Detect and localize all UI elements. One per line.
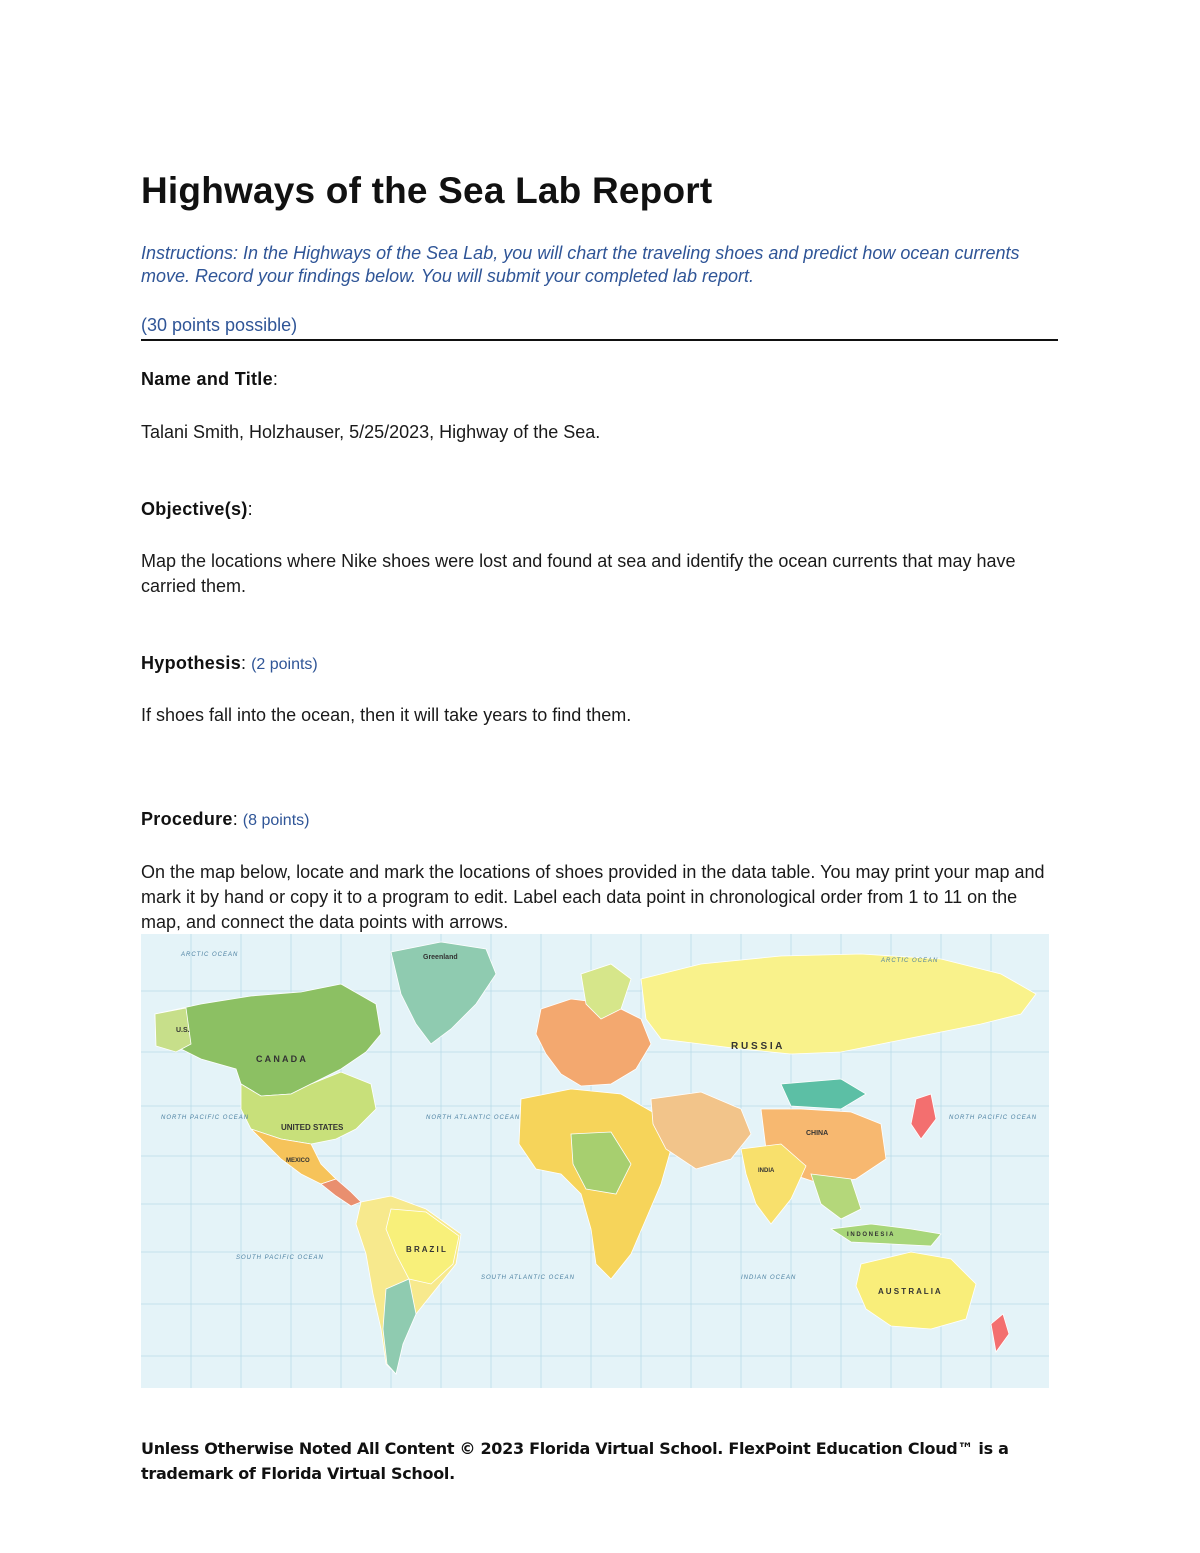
ocean-label-arctic-left: ARCTIC OCEAN bbox=[181, 952, 239, 958]
page-title: Highways of the Sea Lab Report bbox=[141, 170, 713, 211]
russia-shape bbox=[641, 954, 1036, 1054]
ocean-label-north-pacific-right: NORTH PACIFIC OCEAN bbox=[949, 1115, 1038, 1121]
instructions-text: Instructions: In the Highways of the Sea Lab, you will chart the traveling shoes and predict how ocean currents move. Record your findings below. You will submit your completed lab report. bbox=[141, 243, 1020, 286]
procedure-points: (8 points) bbox=[242, 812, 310, 829]
procedure-label: Procedure bbox=[141, 809, 233, 829]
map-label-canada: C A N A D A bbox=[256, 1054, 306, 1064]
name-title-label: Name and Title bbox=[141, 369, 273, 389]
procedure-value: On the map below, locate and mark the locations of shoes provided in the data table. You may print your map and mark it by hand or copy it to a program to edit. Label each data point in chronological order from 1 to 11 on the map, and connect the data points with arrows. bbox=[141, 862, 1045, 932]
mongolia-shape bbox=[781, 1079, 866, 1109]
name-title-heading bbox=[141, 367, 1061, 392]
points-possible-text: (30 points possible) bbox=[141, 315, 298, 335]
procedure-heading bbox=[141, 807, 1061, 833]
hypothesis-heading bbox=[141, 651, 1061, 677]
hypothesis-label: Hypothesis bbox=[141, 653, 242, 673]
ocean-label-north-atlantic: NORTH ATLANTIC OCEAN bbox=[426, 1115, 521, 1121]
name-title-colon: : bbox=[272, 369, 278, 389]
hypothesis-value: If shoes fall into the ocean, then it will take years to find them. bbox=[141, 705, 632, 725]
ocean-label-arctic-right: ARCTIC OCEAN bbox=[881, 958, 939, 964]
japan-shape bbox=[911, 1094, 936, 1139]
ocean-label-north-pacific: NORTH PACIFIC OCEAN bbox=[161, 1115, 250, 1121]
points-possible bbox=[141, 315, 1058, 341]
name-title-value: Talani Smith, Holzhauser, 5/25/2023, Highway of the Sea. bbox=[141, 422, 601, 442]
procedure-colon: : bbox=[232, 809, 238, 829]
map-label-china: CHINA bbox=[806, 1130, 829, 1137]
southeast-asia-shape bbox=[811, 1174, 861, 1219]
map-label-mexico: MEXICO bbox=[286, 1158, 310, 1164]
map-label-brazil: B R A Z I L bbox=[406, 1245, 446, 1254]
map-label-greenland: Greenland bbox=[423, 954, 458, 961]
ocean-label-south-pacific: SOUTH PACIFIC OCEAN bbox=[236, 1255, 324, 1261]
objective-value: Map the locations where Nike shoes were lost and found at sea and identify the ocean currents that may have carried them. bbox=[141, 551, 1016, 596]
argentina-shape bbox=[383, 1279, 416, 1374]
map-label-united-states: UNITED STATES bbox=[281, 1123, 344, 1132]
hypothesis-colon: : bbox=[241, 653, 247, 673]
ocean-label-indian: INDIAN OCEAN bbox=[741, 1275, 797, 1281]
map-label-india: INDIA bbox=[758, 1168, 775, 1174]
map-label-australia: A U S T R A L I A bbox=[878, 1287, 941, 1296]
map-label-indonesia: I N D O N E S I A bbox=[847, 1232, 894, 1238]
copyright-footer: Unless Otherwise Noted All Content © 2023 Florida Virtual School. FlexPoint Education Cloud™ is a trademark of Florida Virtual School. bbox=[141, 1439, 1009, 1483]
hypothesis-points: (2 points) bbox=[251, 656, 318, 673]
ocean-label-south-atlantic: SOUTH ATLANTIC OCEAN bbox=[481, 1275, 576, 1281]
objective-colon: : bbox=[247, 499, 253, 519]
map-label-russia: R U S S I A bbox=[731, 1041, 783, 1052]
objective-heading bbox=[141, 497, 1061, 522]
new-zealand-shape bbox=[991, 1314, 1009, 1352]
world-map-svg bbox=[141, 934, 1049, 1388]
objective-label: Objective(s) bbox=[141, 499, 248, 519]
map-label-us-alaska: U.S. bbox=[176, 1027, 190, 1034]
world-map bbox=[141, 934, 1049, 1388]
